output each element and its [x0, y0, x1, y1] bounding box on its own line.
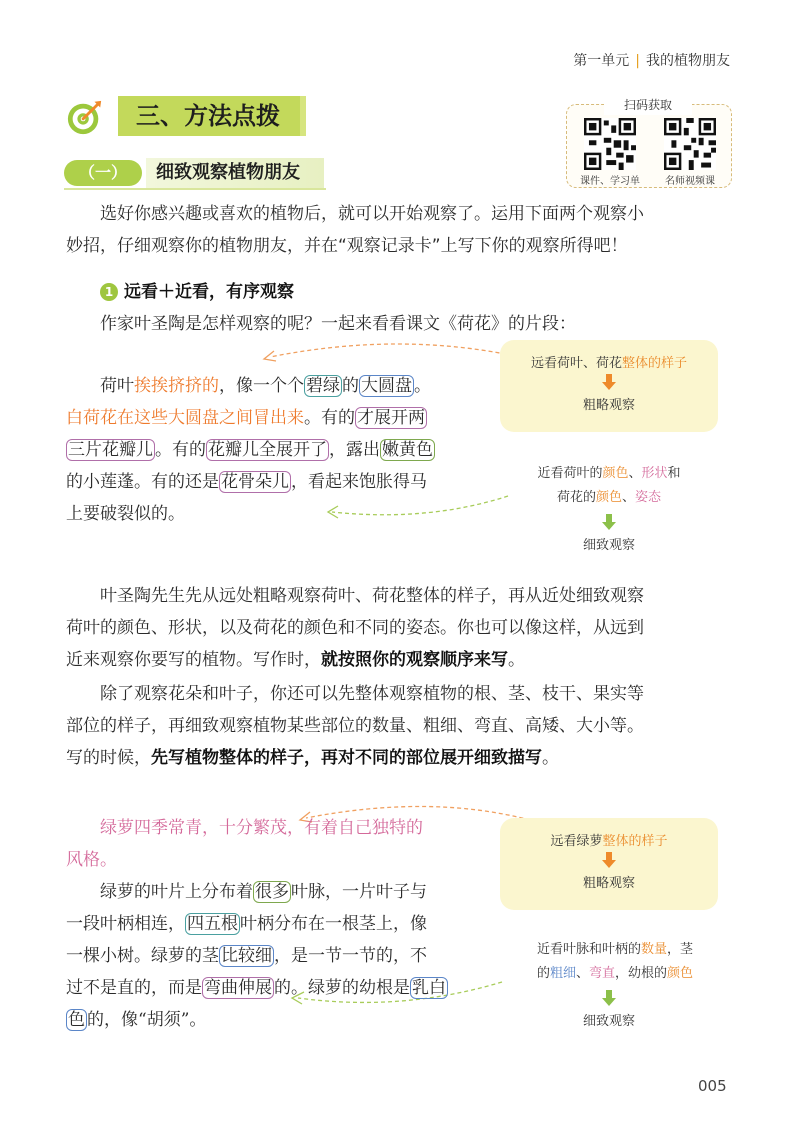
ex2-text: 绿萝的叶片上分布着 — [100, 882, 253, 902]
note1-near-text: 、 — [622, 490, 636, 505]
note2-far-text: 远看绿萝 — [550, 834, 603, 849]
analysis-text: 近来观察你要写的植物。写作时， — [66, 650, 321, 670]
intro-paragraph — [66, 200, 746, 229]
note1-near-text: 荷花的 — [556, 490, 596, 505]
excerpt1-line-5: 上要破裂似的。 — [66, 504, 185, 524]
ex2-text: 叶柄分布在一根茎上，像 — [240, 914, 427, 934]
note2-far-highlight: 整体的样子 — [602, 834, 668, 849]
qr-label-video: 名师视频课 — [665, 176, 715, 187]
unit-title: 我的植物朋友 — [646, 53, 730, 69]
ex1-highlight-lotus: 白荷花在这些大圆盘之间冒出来 — [66, 408, 304, 428]
excerpt2-line-1: 绿萝四季常青，十分繁茂，有着自己独特的 — [100, 818, 423, 838]
ex1-box-buds: 花骨朵儿 — [221, 472, 289, 492]
unit-header — [573, 50, 730, 70]
excerpt2-line-7 — [66, 1004, 486, 1036]
qr-code-video[interactable] — [664, 118, 716, 170]
tip-heading — [100, 278, 294, 307]
note2-near-number: 数量 — [640, 942, 667, 957]
note2-far-line — [500, 818, 718, 849]
ex2-text: 的，像“胡须”。 — [87, 1010, 207, 1030]
ex1-box-yellow: 嫩黄色 — [382, 440, 433, 460]
tip-lead: 作家叶圣陶是怎样观察的呢？一起来看看课文《荷花》的片段： — [100, 314, 576, 334]
tip-title: 远看＋近看，有序观察 — [124, 282, 294, 302]
ex2-box-curved: 弯曲伸展 — [204, 978, 272, 998]
note2-near-thickness: 粗细 — [549, 966, 576, 981]
header-divider: | — [635, 53, 640, 69]
ex1-text: 的小莲蓬。有的还是 — [66, 472, 219, 492]
note1-near-text: 和 — [667, 466, 681, 481]
analysis-text: 。 — [542, 748, 559, 768]
excerpt1-line-4 — [66, 466, 486, 498]
note2-near-line-1 — [500, 938, 730, 962]
intro-line-2: 妙招，仔细观察你的植物朋友，并在“观察记录卡”上写下你的观察所得吧！ — [66, 236, 628, 256]
note2-near-text: ，茎 — [667, 942, 694, 957]
intro-line-1: 选好你感兴趣或喜欢的植物后，就可以开始观察了。运用下面两个观察小 — [100, 204, 644, 224]
ex1-box-round-plate: 大圆盘 — [361, 376, 412, 396]
ex2-text: 一棵小树。绿萝的茎 — [66, 946, 219, 966]
ex1-text: ，看起来饱胀得马 — [291, 472, 427, 492]
ex1-text: 荷叶 — [100, 376, 134, 396]
section-title: 三、方法点拨 — [118, 96, 304, 136]
note2-near-text: 、 — [575, 966, 589, 981]
ex2-box-milky: 乳白 — [412, 978, 446, 998]
analysis-emphasis: 就按照你的观察顺序来写 — [321, 650, 508, 670]
tip-number: 1 — [100, 283, 118, 301]
excerpt1-line-3 — [66, 434, 486, 466]
ex2-text: 一段叶柄相连， — [66, 914, 185, 934]
excerpt2-line-3 — [66, 876, 486, 908]
analysis-p2-line-3 — [66, 744, 746, 773]
note2-near-text: 近看叶脉和叶柄的 — [536, 942, 641, 957]
note1-near-text: 近看荷叶的 — [537, 466, 603, 481]
note2-near-line-2 — [500, 962, 730, 986]
analysis-p2-line-1: 除了观察花朵和叶子，你还可以先整体观察植物的根、茎、枝干、果实等 — [100, 684, 644, 704]
note2-near-text: ，幼根的 — [615, 966, 668, 981]
analysis-text: 写的时候， — [66, 748, 151, 768]
note1-near-color-2: 颜色 — [595, 490, 622, 505]
ex2-text: ，是一节一节的，不 — [274, 946, 427, 966]
down-arrow-icon — [602, 374, 616, 390]
ex1-box-petals: 三片花瓣儿 — [68, 440, 153, 460]
excerpt2-line-5 — [66, 940, 486, 972]
qr-title: 扫码获取 — [604, 95, 692, 115]
ex2-text: 过不是直的，而是 — [66, 978, 202, 998]
ex2-box-color: 色 — [68, 1010, 85, 1030]
subsection-title: 细致观察植物朋友 — [146, 158, 324, 188]
note1-near-posture: 姿态 — [635, 490, 662, 505]
ex1-box-just-open: 才展开两 — [357, 408, 425, 428]
target-icon — [66, 98, 104, 136]
ex2-text: 叶脉，一片叶子与 — [291, 882, 427, 902]
note1-near-line-2 — [500, 486, 718, 510]
note2-far-card — [500, 818, 718, 910]
analysis-p2-line-2: 部位的样子，再细致观察植物某些部位的数量、粗细、弯直、高矮、大小等。 — [66, 716, 644, 736]
ex1-text: 。有的 — [155, 440, 206, 460]
subsection-badge: （一） — [64, 160, 142, 186]
note1-near-text: 、 — [628, 466, 642, 481]
ex1-text: ，像一个个 — [219, 376, 304, 396]
down-arrow-icon — [602, 852, 616, 868]
analysis-p1-line-2: 荷叶的颜色、形状，以及荷花的颜色和不同的姿态。你也可以像这样，从远到 — [66, 618, 644, 638]
note1-near-color: 颜色 — [602, 466, 629, 481]
analysis-emphasis: 先写植物整体的样子，再对不同的部位展开细致描写 — [151, 748, 542, 768]
excerpt2-line-2: 风格。 — [66, 850, 117, 870]
note2-far-result: 粗略观察 — [582, 876, 635, 891]
section-title-edge — [300, 96, 306, 136]
ex2-text: 的。绿萝的幼根是 — [274, 978, 410, 998]
note1-near-line-1 — [500, 462, 718, 486]
analysis-p1-line-1: 叶圣陶先生先从远处粗略观察荷叶、荷花整体的样子，再从近处细致观察 — [100, 586, 644, 606]
unit-label: 第一单元 — [573, 53, 630, 69]
ex1-text: 。 — [414, 376, 431, 396]
note1-far-result: 粗略观察 — [582, 398, 635, 413]
note1-far-line — [500, 340, 718, 371]
ex1-text: ，露出 — [329, 440, 380, 460]
excerpt1-line-1 — [66, 370, 486, 402]
ex2-box-thin: 比较细 — [221, 946, 272, 966]
ex1-box-emerald: 碧绿 — [306, 376, 340, 396]
ex1-highlight-crowded: 挨挨挤挤的 — [134, 376, 219, 396]
ex2-box-many: 很多 — [255, 882, 289, 902]
ex1-box-fully-open: 花瓣儿全展开了 — [208, 440, 327, 460]
note2-near-curve: 弯直 — [589, 966, 616, 981]
analysis-p1-line-3 — [66, 646, 746, 675]
ex2-box-four-five: 四五根 — [187, 914, 238, 934]
note2-near-text: 的 — [536, 966, 550, 981]
ex1-text: 的 — [342, 376, 359, 396]
subsection-underline — [64, 188, 326, 190]
excerpt2-line-4 — [66, 908, 486, 940]
ex1-text: 。有的 — [304, 408, 355, 428]
page-number: 005 — [698, 1077, 727, 1095]
analysis-text: 。 — [508, 650, 525, 670]
note1-near-result: 细致观察 — [582, 538, 635, 553]
excerpt1-line-2 — [66, 402, 486, 434]
note2-near-result: 细致观察 — [582, 1014, 635, 1029]
note1-far-text: 远看荷叶、荷花 — [530, 356, 622, 371]
note1-far-card — [500, 340, 718, 432]
arrow-far-1 — [250, 335, 530, 375]
excerpt2-line-6 — [66, 972, 486, 1004]
note2-near-color: 颜色 — [667, 966, 694, 981]
qr-code-courseware[interactable] — [584, 118, 636, 170]
qr-label-courseware: 课件、学习单 — [580, 176, 640, 187]
down-arrow-icon — [602, 990, 616, 1006]
down-arrow-icon — [602, 514, 616, 530]
note1-near-shape: 形状 — [641, 466, 668, 481]
note1-far-highlight: 整体的样子 — [622, 356, 688, 371]
